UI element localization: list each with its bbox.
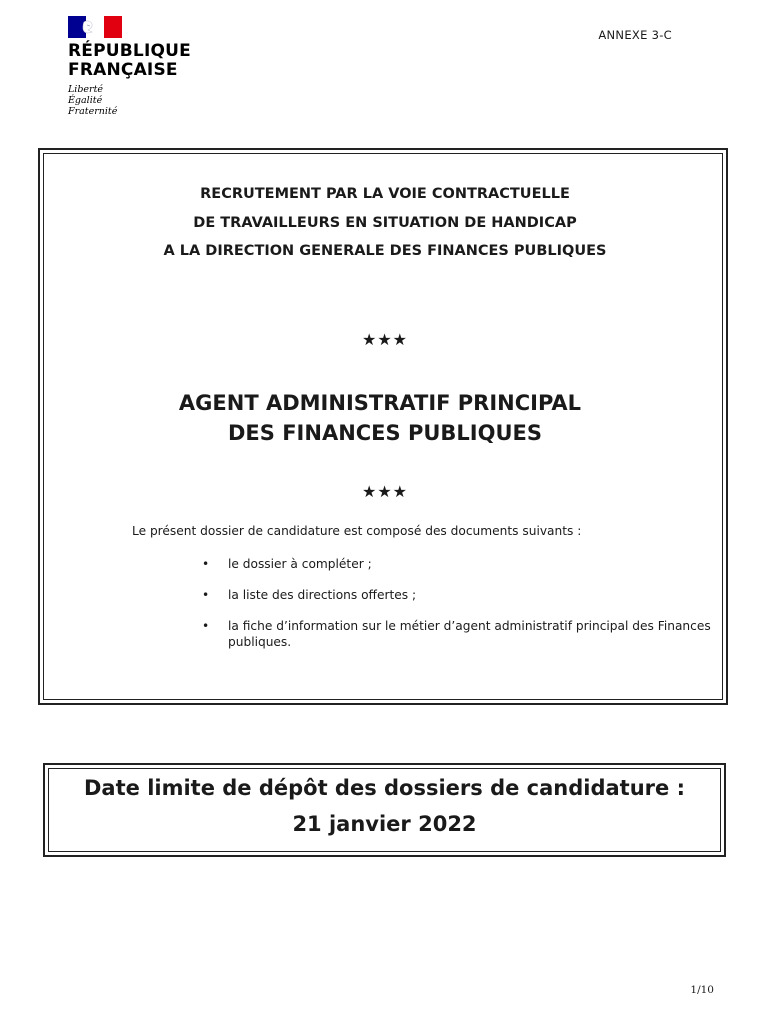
list-item — [202, 587, 722, 603]
annex-label: ANNEXE 3-C — [598, 28, 672, 42]
position-title-line: AGENT ADMINISTRATIF PRINCIPAL — [178, 391, 582, 415]
tricolor-flag-icon — [68, 16, 122, 38]
stars-separator-bottom: ★★★ — [361, 482, 409, 501]
stars-separator-top: ★★★ — [361, 330, 409, 349]
list-item-text: la fiche d’information sur le métier d’agent administratif principal des Finances publiques. — [228, 619, 711, 649]
page-number: 1/10 — [690, 984, 714, 996]
marianne-icon — [78, 18, 102, 36]
position-title — [0, 388, 770, 448]
logo-line-1: RÉPUBLIQUE — [68, 41, 191, 61]
bullet-icon: • — [202, 619, 210, 633]
recruitment-title — [0, 180, 770, 266]
republique-francaise-logo — [68, 16, 218, 117]
motto-fraternite: Fraternité — [68, 106, 118, 117]
logo-line-2: FRANÇAISE — [68, 60, 178, 80]
bullet-icon: • — [202, 588, 210, 602]
recruitment-title-line: DE TRAVAILLEURS EN SITUATION DE HANDICAP — [193, 214, 577, 231]
motto-liberte: Liberté — [68, 84, 104, 95]
list-item — [202, 556, 722, 572]
motto-egalite: Égalité — [68, 95, 103, 106]
dossier-intro: Le présent dossier de candidature est composé des documents suivants : — [132, 524, 582, 538]
list-item-text: le dossier à compléter ; — [228, 557, 372, 571]
bullet-icon: • — [202, 557, 210, 571]
motto — [68, 84, 218, 117]
document-list — [202, 556, 722, 665]
recruitment-title-line: A LA DIRECTION GENERALE DES FINANCES PUBLIQUES — [163, 243, 607, 259]
deadline-label: Date limite de dépôt des dossiers de candidature : — [84, 776, 685, 800]
deadline-date: 21 janvier 2022 — [292, 812, 477, 836]
list-item — [202, 618, 722, 650]
list-item-text: la liste des directions offertes ; — [228, 588, 417, 602]
recruitment-title-line: RECRUTEMENT PAR LA VOIE CONTRACTUELLE — [200, 186, 570, 202]
deadline-text — [43, 770, 726, 842]
position-title-line: DES FINANCES PUBLIQUES — [228, 421, 542, 445]
